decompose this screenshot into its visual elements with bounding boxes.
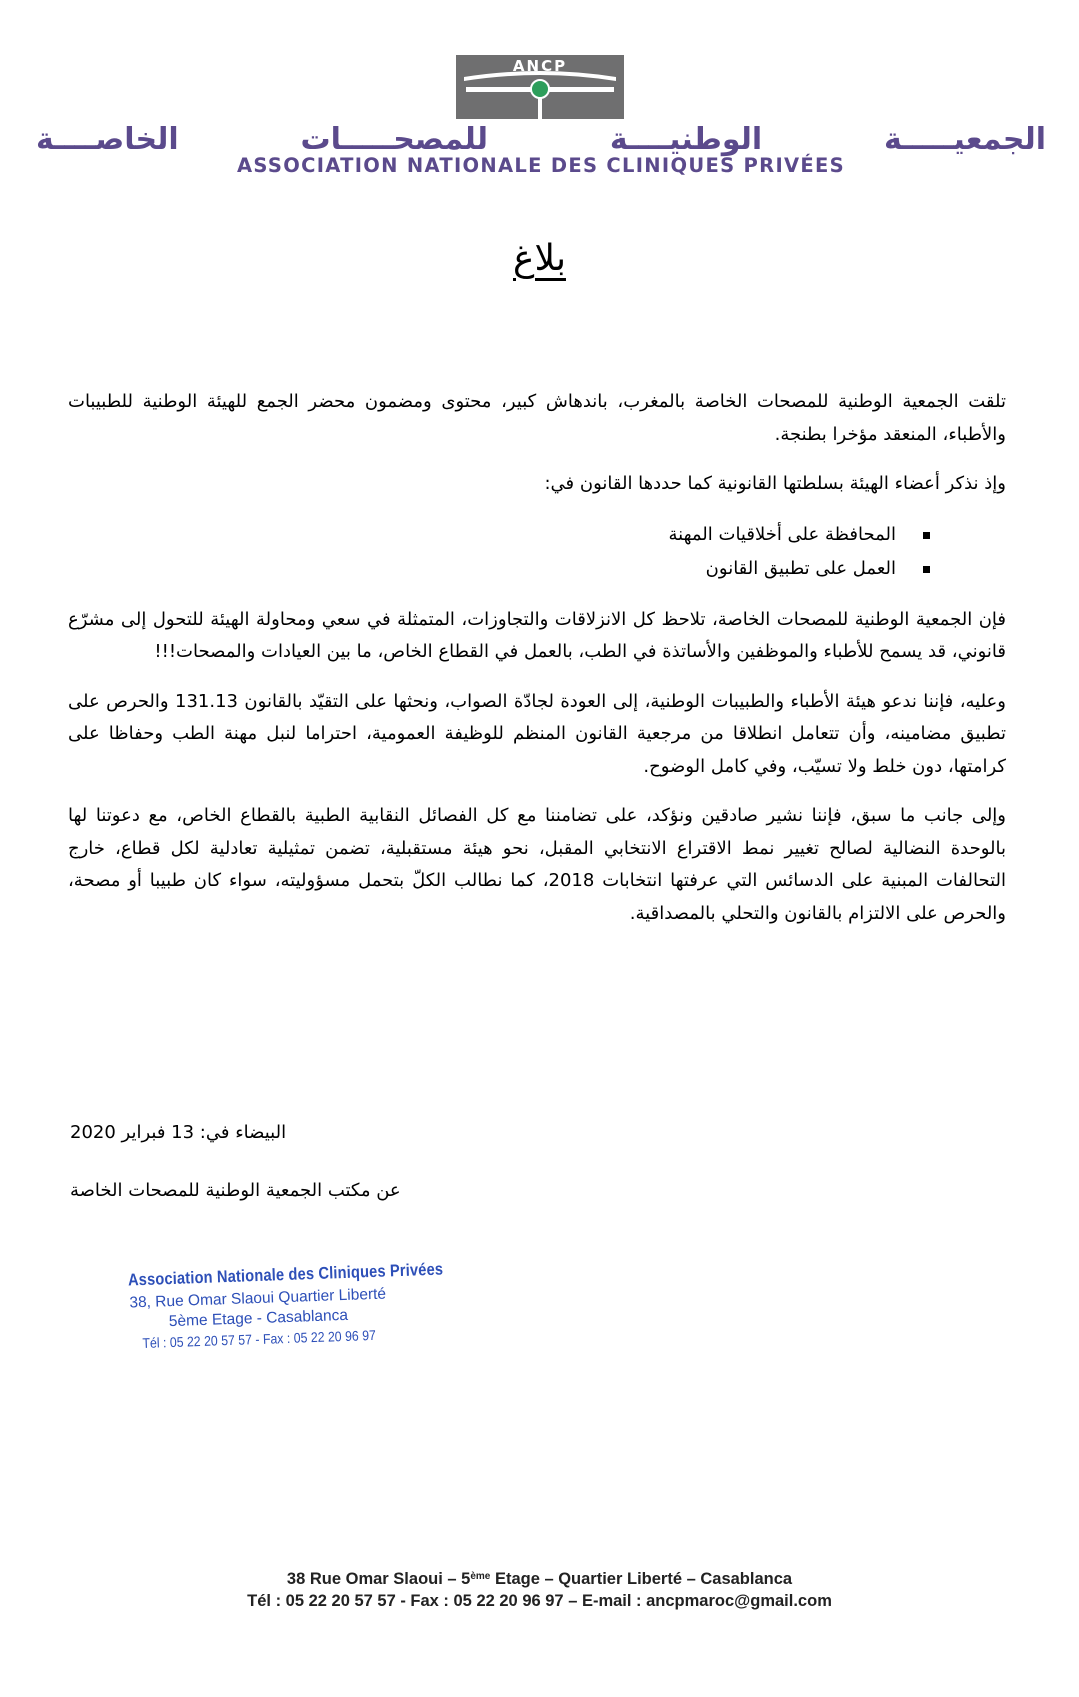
association-stamp <box>107 1259 444 1352</box>
paragraph-2: وإذ نذكر أعضاء الهيئة بسلطتها القانونية كما حددها القانون في: <box>544 473 1006 494</box>
association-name-arabic: الجمعيـــــة الوطنيــــة للمصحـــــات الخاصــــة <box>36 122 1046 157</box>
bullet-square-icon <box>923 532 930 539</box>
stamp-floor-city: 5ème Etage - Casablanca <box>168 1306 349 1331</box>
page-footer <box>0 1566 1079 1612</box>
stamp-address: 38, Rue Omar Slaoui Quartier Liberté <box>129 1285 387 1312</box>
paragraph-4: وعليه، فإننا ندعو هيئة الأطباء والطبيبات الوطنية، إلى العودة لجادّة الصواب، ونحثها على التقيّد بالقانون 131.13 والحرص على تطبيق مضامينه، وأن تتعامل انطلاقا من مرجعية القانون المنظم للوظيفة العمومية، احتراما لنبل مهنة الطب وحفاظا على كرامتها، دون خلط ولا تسيّب، وفي كامل الوضوح. <box>68 690 1006 777</box>
stamp-phone-fax: Tél : 05 22 20 57 57 - Fax : 05 22 20 96 97 <box>142 1326 377 1352</box>
bullet-list <box>68 518 1006 586</box>
list-item-text: المحافظة على أخلاقيات المهنة <box>668 523 896 545</box>
paragraph-1: تلقت الجمعية الوطنية للمصحات الخاصة بالمغرب، باندهاش كبير، محتوى ومضمون محضر الجمع للهيئة الوطنية للطبيبات والأطباء، المنعقد مؤخرا بطنجة. <box>68 391 1006 445</box>
signatory-office: عن مكتب الجمعية الوطنية للمصحات الخاصة <box>70 1180 401 1201</box>
association-name-french: ASSOCIATION NATIONALE DES CLINIQUES PRIVÉES <box>237 154 845 177</box>
list-item-text: العمل على تطبيق القانون <box>705 557 896 579</box>
list-item <box>68 518 930 552</box>
paragraph-3: فإن الجمعية الوطنية للمصحات الخاصة، تلاحظ كل الانزلاقات والتجاوزات، المتمثلة في سعي ومحاولة الهيئة للتحول إلى مشرّع قانوني، قد يسمح للأطباء والموظفين والأساتذة في الطب، بالعمل في القطاع الخاص، ما بين العيادات والمصحات!!! <box>68 608 1006 662</box>
stamp-name: Association Nationale des Cliniques Privées <box>127 1259 444 1290</box>
date-line: البيضاء في: 13 فبراير 2020 <box>70 1122 287 1143</box>
paragraph-5: وإلى جانب ما سبق، فإننا نشير صادقين ونؤكد، على تضامننا مع كل الفصائل النقابية الطبية بالقطاع الخاص، مع دعوتنا لها بالوحدة النضالية لصالح تغيير نمط الاقتراع الانتخابي المقبل، نحو هيئة مستقبلية، تضمن تمثيلية تعادلية لكل قطاع، خارج التحالفات المبنية على الدسائس التي عرفتها انتخابات 2018، كما نطالب الكلّ بتحمل مسؤوليته، سواء كان طبيبا أو مصحة، والحرص على الالتزام بالقانون والتحلي بالمصداقية. <box>68 805 1007 924</box>
logo-text: ANCP <box>512 57 568 75</box>
document-title: بلاغ <box>513 238 566 279</box>
bullet-square-icon <box>923 566 930 573</box>
ancp-logo <box>456 55 624 119</box>
footer-contact: Tél : 05 22 20 57 57 - Fax : 05 22 20 96 97 – E-mail : ancpmaroc@gmail.com <box>247 1592 832 1610</box>
list-item <box>68 552 930 586</box>
footer-address: 38 Rue Omar Slaoui – 5ème Etage – Quartier Liberté – Casablanca <box>286 1570 793 1588</box>
document-body <box>68 386 1006 947</box>
